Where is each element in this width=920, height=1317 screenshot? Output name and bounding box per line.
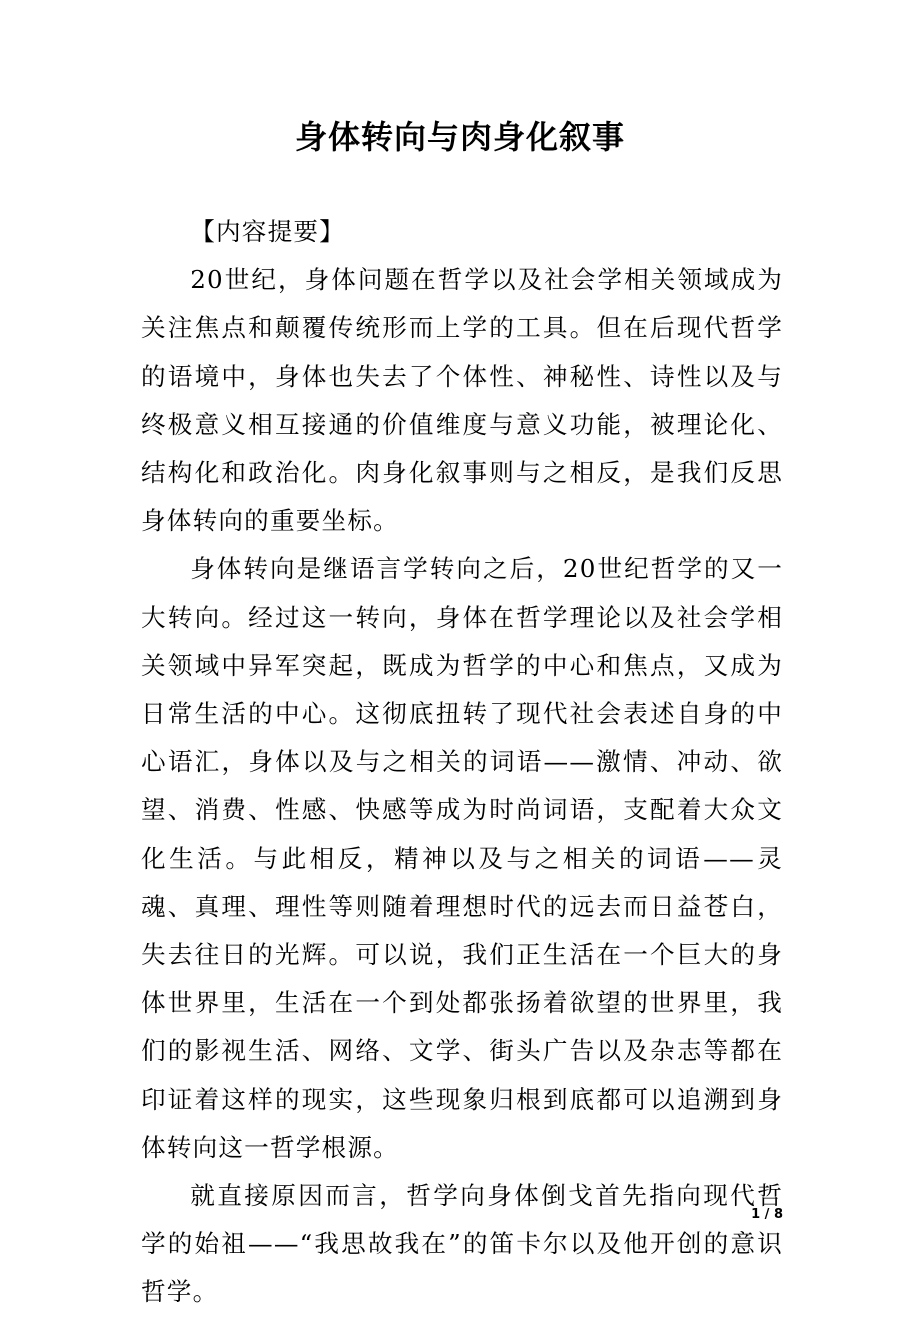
abstract-label: 【内容提要】: [190, 217, 345, 246]
paragraph-2: 身体转向是继语言学转向之后，20世纪哲学的又一大转向。经过这一转向，身体在哲学理论以及社会学相关领域中异军突起，既成为哲学的中心和焦点，又成为日常生活的中心。这彻底扭转了现代社会表述自身的中心语汇，身体以及与之相关的词语——激情、冲动、欲望、消费、性感、快感等成为时尚词语，支配着大众文化生活。与此相反，精神以及与之相关的词语——灵魂、真理、理性等则随着理想时代的远去而日益苍白，失去往日的光辉。可以说，我们正生活在一个巨大的身体世界里，生活在一个到处都张扬着欲望的世界里，我们的影视生活、网络、文学、街头广告以及杂志等都在印证着这样的现实，这些现象归根到底都可以追溯到身体转向这一哲学根源。: [141, 554, 783, 1162]
paragraph-3: 就直接原因而言，哲学向身体倒戈首先指向现代哲学的始祖——“我思故我在”的笛卡尔以及他开创的意识哲学。: [141, 1181, 783, 1307]
document-title: 身体转向与肉身化叙事: [294, 118, 625, 156]
paragraph-1: 20世纪，身体问题在哲学以及社会学相关领域成为关注焦点和颠覆传统形而上学的工具。但在后现代哲学的语境中，身体也失去了个体性、神秘性、诗性以及与终极意义相互接通的价值维度与意义功能，被理论化、结构化和政治化。肉身化叙事则与之相反，是我们反思身体转向的重要坐标。: [141, 265, 783, 536]
document-body: [141, 208, 783, 1317]
page-number: 1 / 8: [751, 1207, 783, 1222]
